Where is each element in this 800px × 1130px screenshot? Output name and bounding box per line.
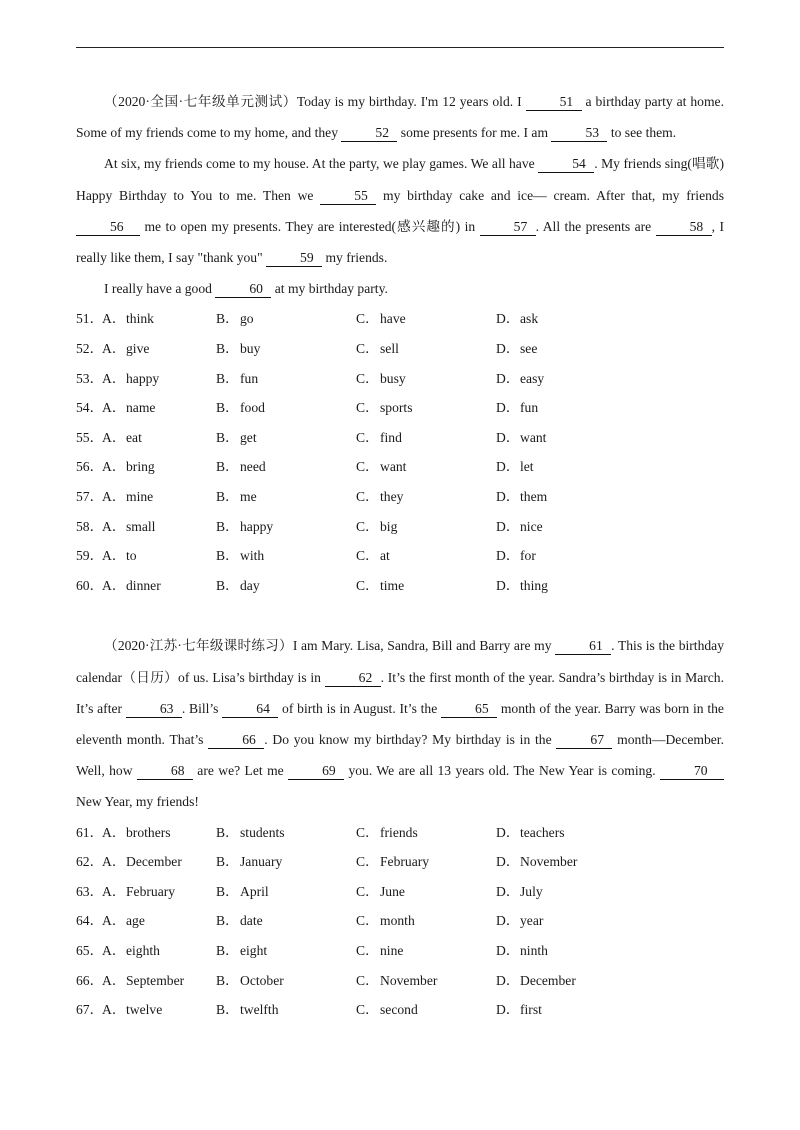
option-c[interactable] [356,304,496,334]
option-letter: A． [102,429,126,445]
section-gap [76,600,724,630]
answer-blank-68[interactable]: 68 [137,763,193,780]
option-letter: B． [216,913,239,929]
option-b[interactable] [216,847,356,877]
option-b[interactable] [216,818,356,848]
option-text: April [240,883,269,899]
question-number: 65． [76,942,104,958]
option-c[interactable] [356,571,496,601]
option-letter: B． [216,942,239,958]
option-text: date [240,913,263,929]
option-letter: A． [102,311,126,327]
option-text: February [380,854,430,870]
option-letter: C． [356,518,379,534]
option-letter: C． [356,429,379,445]
option-b[interactable] [216,334,356,364]
option-b[interactable] [216,512,356,542]
option-text: fun [240,370,259,386]
option-text: teachers [520,824,565,840]
option-c[interactable] [356,364,496,394]
answer-blank-69[interactable]: 69 [288,763,344,780]
option-a[interactable] [102,334,216,364]
option-text: October [240,972,284,988]
option-c[interactable] [356,936,496,966]
option-letter: B． [216,548,239,564]
option-letter: B． [216,854,239,870]
option-c[interactable] [356,334,496,364]
option-letter: A． [102,370,126,386]
answer-blank-67[interactable]: 67 [556,732,612,749]
option-d[interactable] [496,571,636,601]
option-letter: C． [356,913,379,929]
option-text: June [380,883,405,899]
option-c[interactable] [356,423,496,453]
option-text: give [126,341,150,357]
option-b[interactable] [216,304,356,334]
option-c[interactable] [356,877,496,907]
option-letter: D． [496,341,520,357]
option-a[interactable] [102,571,216,601]
option-letter: A． [102,913,126,929]
option-c[interactable] [356,906,496,936]
passage2-p1-text: I am Mary. Lisa, Sandra, Bill and Barry are my 61 . This is the birthday calendar（日历）of us. Lisa’s birthday is in 62 . It’s the first month of the year. Sandra’s birthday is in March. It’s after 63 . Bill’s 64 of birth is in August. It’s the 65 month of the year. Barry was born in the eleventh month. That’s 66 . Do you know my birthday? My birthday is in the 67 month—December. Well, how 68 are we? Let me 69 you. We are all 13 years old. The New Year is coming. 70 New Year, my friends! [76,638,725,810]
option-letter: D． [496,972,520,988]
option-text: ask [520,311,539,327]
question-row [76,452,724,482]
passage1-paragraph1 [76,86,724,148]
option-text: September [126,972,185,988]
option-a[interactable] [102,304,216,334]
option-text: get [240,429,257,445]
option-a[interactable] [102,995,216,1025]
option-text: need [240,459,266,475]
option-d[interactable] [496,995,636,1025]
option-b[interactable] [216,877,356,907]
option-letter: A． [102,341,126,357]
option-text: go [240,311,254,327]
option-letter: A． [102,854,126,870]
option-letter: B． [216,429,239,445]
option-text: them [520,488,548,504]
option-text: big [380,518,398,534]
option-text: July [520,883,543,899]
answer-blank-56[interactable]: 56 [76,219,140,236]
option-d[interactable] [496,512,636,542]
option-b[interactable] [216,966,356,996]
option-text: eighth [126,942,160,958]
option-letter: C． [356,972,379,988]
option-c[interactable] [356,482,496,512]
question-row [76,995,724,1025]
question-number: 61． [76,824,104,840]
option-letter: C． [356,341,379,357]
question-row [76,364,724,394]
option-text: January [240,854,283,870]
question-row [76,512,724,542]
option-d[interactable] [496,877,636,907]
passage1-source: （2020·全国·七年级单元测试） [104,94,297,109]
question-number: 54． [76,400,104,416]
option-text: they [380,488,404,504]
option-letter: D． [496,311,520,327]
option-a[interactable] [102,877,216,907]
option-letter: C． [356,400,379,416]
question-number: 57． [76,488,104,504]
option-text: name [126,400,156,416]
option-letter: B． [216,459,239,475]
answer-blank-51[interactable]: 51 [526,94,582,111]
option-letter: A． [102,942,126,958]
option-letter: D． [496,518,520,534]
option-text: want [520,429,547,445]
option-text: see [520,341,538,357]
option-letter: D． [496,1002,520,1018]
option-letter: D． [496,459,520,475]
option-d[interactable] [496,847,636,877]
answer-blank-66[interactable]: 66 [208,732,264,749]
option-b[interactable] [216,995,356,1025]
question-row [76,936,724,966]
option-letter: A． [102,459,126,475]
option-text: February [126,883,176,899]
option-b[interactable] [216,452,356,482]
option-a[interactable] [102,906,216,936]
answer-blank-57[interactable]: 57 [480,219,536,236]
option-d[interactable] [496,393,636,423]
option-letter: B． [216,311,239,327]
option-letter: C． [356,548,379,564]
option-text: buy [240,341,261,357]
option-text: second [380,1002,418,1018]
option-letter: B． [216,577,239,593]
question-number: 63． [76,883,104,899]
option-text: with [240,548,265,564]
option-c[interactable] [356,966,496,996]
option-text: nine [380,942,404,958]
question-row [76,334,724,364]
option-text: age [126,913,145,929]
option-letter: A． [102,972,126,988]
option-letter: D． [496,942,520,958]
option-b[interactable] [216,393,356,423]
option-text: December [520,972,576,988]
option-text: me [240,488,257,504]
option-text: ninth [520,942,548,958]
option-letter: C． [356,370,379,386]
option-text: find [380,429,402,445]
passage1-paragraph3: I really have a good 60 at my birthday party. [104,281,388,297]
option-d[interactable] [496,334,636,364]
option-c[interactable] [356,452,496,482]
option-c[interactable] [356,393,496,423]
option-letter: C． [356,577,379,593]
option-text: dinner [126,577,161,593]
answer-blank-70[interactable]: 70 [660,763,724,780]
document-page [76,86,724,1025]
answer-blank-55[interactable]: 55 [320,188,376,205]
option-letter: D． [496,824,520,840]
option-text: twelve [126,1002,163,1018]
option-letter: B． [216,341,239,357]
option-c[interactable] [356,512,496,542]
question-number: 52． [76,341,104,357]
option-text: year [520,913,544,929]
option-b[interactable] [216,482,356,512]
option-letter: B． [216,400,239,416]
option-letter: C． [356,488,379,504]
option-a[interactable] [102,847,216,877]
option-letter: C． [356,459,379,475]
answer-blank-53[interactable]: 53 [551,125,607,142]
answer-blank-62[interactable]: 62 [325,670,381,687]
question-row [76,482,724,512]
option-letter: A． [102,518,126,534]
answer-blank-54[interactable]: 54 [538,156,594,173]
question-number: 66． [76,972,104,988]
option-d[interactable] [496,423,636,453]
option-letter: C． [356,883,379,899]
option-d[interactable] [496,364,636,394]
passage1-options [76,304,724,600]
passage1-p1-text: Today is my birthday. I'm 12 years old. I 51 a birthday party at home. Some of my friends come to my home, and they 52 some presents for me. I am 53 to see them. [76,94,724,141]
option-b[interactable] [216,936,356,966]
option-text: month [380,913,415,929]
option-text: sell [380,341,399,357]
passage2-source: （2020·江苏·七年级课时练习） [104,638,293,654]
option-text: happy [126,370,160,386]
option-letter: D． [496,370,520,386]
option-text: eat [126,429,142,445]
question-number: 62． [76,854,104,870]
question-number: 55． [76,429,104,445]
option-text: nice [520,518,543,534]
option-d[interactable] [496,452,636,482]
option-letter: C． [356,311,379,327]
option-b[interactable] [216,906,356,936]
option-d[interactable] [496,966,636,996]
passage2-paragraph1 [76,630,724,817]
option-text: mine [126,488,154,504]
option-text: students [240,824,285,840]
passage1-paragraph2: At six, my friends come to my house. At the party, we play games. We all have 54 . My friends sing(唱歌) Happy Birthday to You to me. Then we 55 my birthday cake and ice— cream. After that, my friends 56 me to open my presents. They are interested(感兴趣的) in 57 . All the presents are 58 , I really like them, I say "thank you" 59 my friends. [76,156,724,266]
question-number: 51． [76,311,104,327]
option-text: fun [520,400,539,416]
option-text: small [126,518,156,534]
option-a[interactable] [102,482,216,512]
question-row [76,966,724,996]
option-a[interactable] [102,966,216,996]
option-d[interactable] [496,482,636,512]
question-number: 60． [76,577,104,593]
option-text: day [240,577,260,593]
option-a[interactable] [102,393,216,423]
question-row [76,906,724,936]
option-d[interactable] [496,541,636,571]
option-letter: B． [216,883,239,899]
question-row [76,304,724,334]
option-c[interactable] [356,818,496,848]
option-text: easy [520,370,545,386]
option-letter: C． [356,1002,379,1018]
option-text: have [380,311,406,327]
option-a[interactable] [102,452,216,482]
option-c[interactable] [356,995,496,1025]
option-text: sports [380,400,413,416]
question-number: 67． [76,1002,104,1018]
option-a[interactable] [102,936,216,966]
question-number: 53． [76,370,104,386]
question-row [76,423,724,453]
option-text: happy [240,518,274,534]
option-b[interactable] [216,571,356,601]
option-letter: A． [102,824,126,840]
option-letter: D． [496,854,520,870]
option-letter: D． [496,488,520,504]
answer-blank-64[interactable]: 64 [222,701,278,718]
option-letter: D． [496,400,520,416]
question-row [76,541,724,571]
answer-blank-52[interactable]: 52 [341,125,397,142]
question-row [76,877,724,907]
option-letter: B． [216,824,239,840]
option-letter: C． [356,942,379,958]
option-c[interactable] [356,541,496,571]
header-rule [76,47,724,48]
option-text: bring [126,459,155,475]
option-d[interactable] [496,936,636,966]
option-c[interactable] [356,847,496,877]
question-row [76,571,724,601]
answer-blank-60[interactable]: 60 [215,281,271,298]
question-number: 59． [76,548,104,564]
question-row [76,393,724,423]
option-text: for [520,548,536,564]
option-a[interactable] [102,818,216,848]
option-d[interactable] [496,304,636,334]
option-letter: D． [496,883,520,899]
option-text: December [126,854,182,870]
passage2-options [76,818,724,1025]
option-text: busy [380,370,406,386]
option-text: at [380,548,390,564]
option-text: thing [520,577,548,593]
answer-blank-63[interactable]: 63 [126,701,182,718]
option-a[interactable] [102,423,216,453]
option-letter: B． [216,1002,239,1018]
option-letter: A． [102,577,126,593]
option-letter: B． [216,370,239,386]
option-text: first [520,1002,542,1018]
option-text: November [520,854,578,870]
question-number: 58． [76,518,104,534]
option-text: twelfth [240,1002,279,1018]
option-letter: D． [496,548,520,564]
option-letter: A． [102,488,126,504]
option-b[interactable] [216,423,356,453]
option-letter: A． [102,548,126,564]
option-letter: D． [496,429,520,445]
option-text: friends [380,824,418,840]
question-number: 64． [76,913,104,929]
answer-blank-65[interactable]: 65 [441,701,497,718]
option-letter: D． [496,577,520,593]
option-text: let [520,459,534,475]
answer-blank-58[interactable]: 58 [656,219,712,236]
option-letter: A． [102,400,126,416]
option-letter: C． [356,854,379,870]
question-number: 56． [76,459,104,475]
option-letter: C． [356,824,379,840]
answer-blank-59[interactable]: 59 [266,250,322,267]
question-row [76,847,724,877]
option-a[interactable] [102,364,216,394]
option-text: November [380,972,438,988]
question-row [76,818,724,848]
option-text: to [126,548,137,564]
option-text: eight [240,942,268,958]
option-letter: D． [496,913,520,929]
option-letter: B． [216,488,239,504]
option-a[interactable] [102,512,216,542]
option-letter: B． [216,518,239,534]
option-text: want [380,459,407,475]
option-letter: B． [216,972,239,988]
option-text: time [380,577,405,593]
option-b[interactable] [216,364,356,394]
option-letter: A． [102,1002,126,1018]
option-d[interactable] [496,818,636,848]
option-letter: A． [102,883,126,899]
option-text: food [240,400,265,416]
option-a[interactable] [102,541,216,571]
option-text: think [126,311,154,327]
option-d[interactable] [496,906,636,936]
option-text: brothers [126,824,171,840]
option-b[interactable] [216,541,356,571]
answer-blank-61[interactable]: 61 [555,638,611,655]
